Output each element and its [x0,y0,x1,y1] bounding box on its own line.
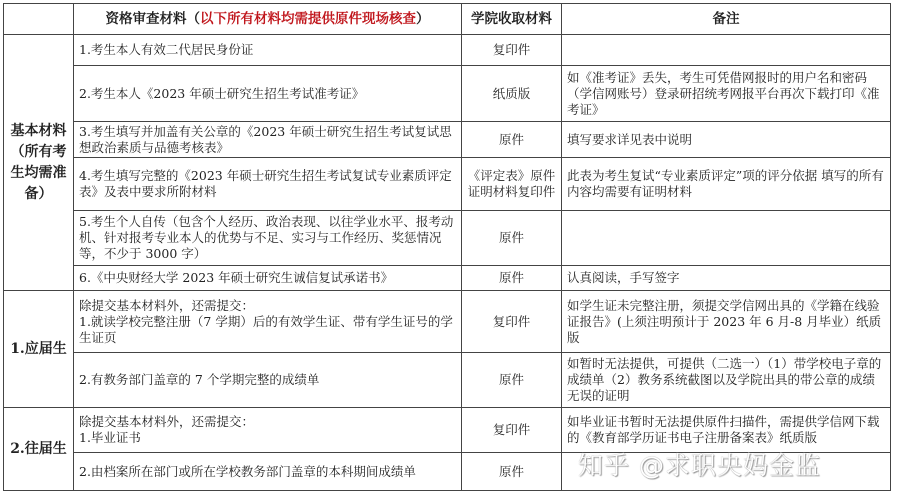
header-collect: 学院收取材料 [462,4,562,35]
header-materials-note: 以下所有材料均需提供原件现场核查 [200,11,416,27]
table-row [4,122,891,158]
material-cell: 5.考生个人自传（包含个人经历、政治表现、以往学业水平、报考动机、针对报考专业本人的优势与不足、实习与工作经历、奖惩情况等，不少于 3000 字） [74,211,462,266]
note-cell: 如暂时无法提供，可提供（二选一）（1）带学校电子章的成绩单（2）教务系统截图以及学院出具的带公章的成绩无误的证明 [562,353,891,408]
table-row [4,266,891,291]
note-cell [562,211,891,266]
material-cell: 2.有教务部门盖章的 7 个学期完整的成绩单 [74,353,462,408]
note-cell: 此表为考生复试“专业素质评定”项的评分依据 填写的所有内容均需要有证明材料 [562,158,891,211]
watermark: 知乎 @求职央妈金监 [578,451,821,480]
collect-cell: 原件 [462,122,562,158]
header-category [4,4,74,35]
note-cell: 认真阅读，手写签字 [562,266,891,291]
material-cell: 3.考生填写并加盖有关公章的《2023 年硕士研究生招生考试复试思想政治素质与品德考核表》 [74,122,462,158]
note-cell: 填写要求详见表中说明 [562,122,891,158]
material-cell: 2.考生本人《2023 年硕士研究生招生考试准考证》 [74,66,462,122]
table-row [4,35,891,66]
material-cell: 2.由档案所在部门或所在学校教务部门盖章的本科期间成绩单 [74,453,462,491]
table-row [4,66,891,122]
collect-cell: 复印件 [462,291,562,353]
table-header-row [4,4,891,35]
note-cell: 如学生证未完整注册，须提交学信网出具的《学籍在线验证报告》(上须注明预计于 2023 年 6 月-8 月毕业）纸质版 [562,291,891,353]
table-row [4,211,891,266]
collect-cell: 原件 [462,453,562,491]
material-cell: 除提交基本材料外，还需提交： 1.就读学校完整注册（7 学期）后的有效学生证、带有学生证号的学生证页 [74,291,462,353]
header-materials [74,4,462,35]
material-cell: 6.《中央财经大学 2023 年硕士研究生诚信复试承诺书》 [74,266,462,291]
material-cell: 4.考生填写完整的《2023 年硕士研究生招生考试复试专业素质评定表》及表中要求所附材料 [74,158,462,211]
header-note: 备注 [562,4,891,35]
qualification-materials-table [3,3,891,491]
material-cell: 1.考生本人有效二代居民身份证 [74,35,462,66]
collect-cell: 纸质版 [462,66,562,122]
table-row [4,353,891,408]
table-row [4,158,891,211]
note-cell [562,35,891,66]
category-cell: 基本材料（所有考生均需准备） [4,35,74,291]
collect-cell: 复印件 [462,408,562,453]
collect-cell: 《评定表》原件 证明材料复印件 [462,158,562,211]
note-cell: 如《准考证》丢失，考生可凭借网报时的用户名和密码（学信网账号）登录研招统考网报平台再次下载打印《准考证》 [562,66,891,122]
header-materials-suffix: ） [416,11,430,27]
category-cell: 1.应届生 [4,291,74,408]
collect-cell: 复印件 [462,35,562,66]
material-cell: 除提交基本材料外，还需提交： 1.毕业证书 [74,408,462,453]
note-cell: 如毕业证书暂时无法提供原件扫描件，需提供学信网下载的《教育部学历证书电子注册备案表》纸质版 [562,408,891,453]
category-cell: 2.往届生 [4,408,74,491]
collect-cell: 原件 [462,211,562,266]
table-row [4,291,891,353]
header-materials-label: 资格审查材料（ [105,11,200,27]
collect-cell: 原件 [462,353,562,408]
collect-cell: 原件 [462,266,562,291]
